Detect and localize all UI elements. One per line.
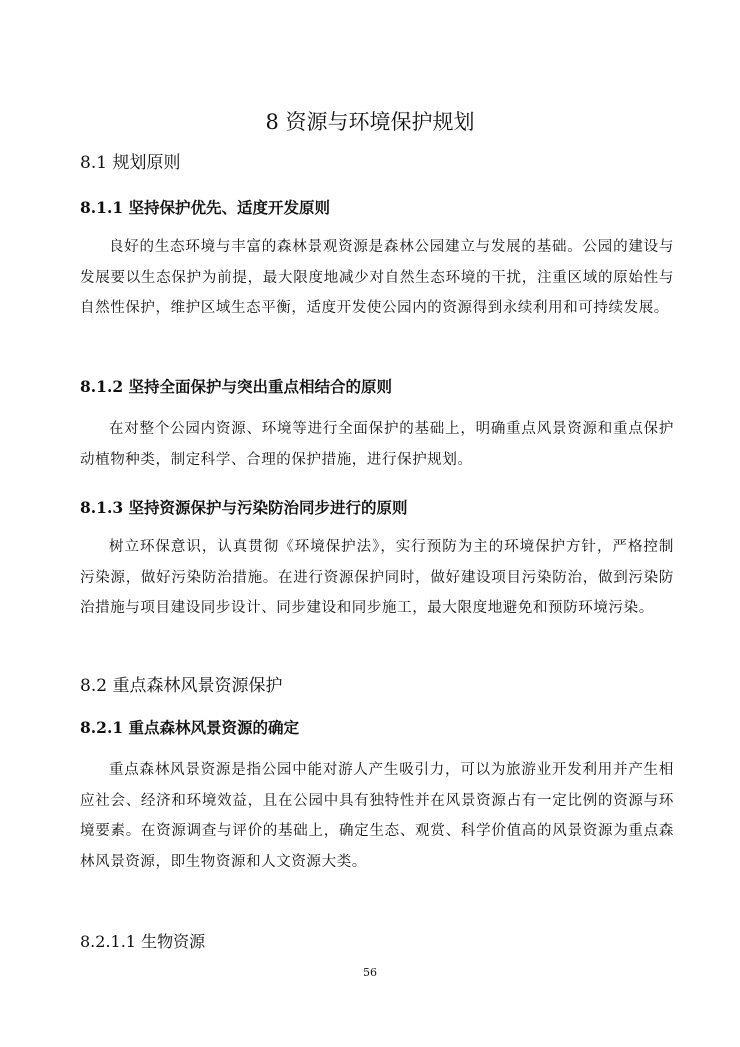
subsection-heading-8-1-2: 8.1.2 坚持全面保护与突出重点相结合的原则 [80, 377, 393, 396]
subsubsection-heading-8-2-1-1: 8.2.1.1 生物资源 [80, 932, 206, 951]
section-heading-8-2: 8.2 重点森林风景资源保护 [80, 676, 283, 696]
section-heading-8-1: 8.1 规划原则 [80, 153, 181, 173]
paragraph-8-1-3: 树立环保意识，认真贯彻《环境保护法》，实行预防为主的环境保护方针，严格控制污染源，做好污染防治措施。在进行资源保护同时，做好建设项目污染防治，做到污染防治措施与项目建设同步设计、同步建设和同步施工，最大限度地避免和预防环境污染。 [80, 539, 674, 616]
subsection-heading-8-1-1: 8.1.1 坚持保护优先、适度开发原则 [80, 198, 331, 217]
subsection-heading-8-2-1: 8.2.1 重点森林风景资源的确定 [80, 718, 300, 737]
paragraph-8-1-1: 良好的生态环境与丰富的森林景观资源是森林公园建立与发展的基础。公园的建设与发展要以生态保护为前提，最大限度地减少对自然生态环境的干扰，注重区域的原始性与自然性保护，维护区域生态平衡，适度开发使公园内的资源得到永续利用和可持续发展。 [80, 239, 674, 316]
paragraph-8-1-2: 在对整个公园内资源、环境等进行全面保护的基础上，明确重点风景资源和重点保护动植物种类，制定科学、合理的保护措施，进行保护规划。 [80, 421, 674, 468]
chapter-title: 8 资源与环境保护规划 [265, 110, 475, 134]
page-number: 56 [363, 966, 377, 979]
subsection-heading-8-1-3: 8.1.3 坚持资源保护与污染防治同步进行的原则 [80, 498, 408, 517]
paragraph-8-2-1: 重点森林风景资源是指公园中能对游人产生吸引力，可以为旅游业开发利用并产生相应社会、经济和环境效益，且在公园中具有独特性并在风景资源占有一定比例的资源与环境要素。在资源调查与评价的基础上，确定生态、观赏、科学价值高的风景资源为重点森林风景资源，即生物资源和人文资源大类。 [80, 762, 674, 870]
